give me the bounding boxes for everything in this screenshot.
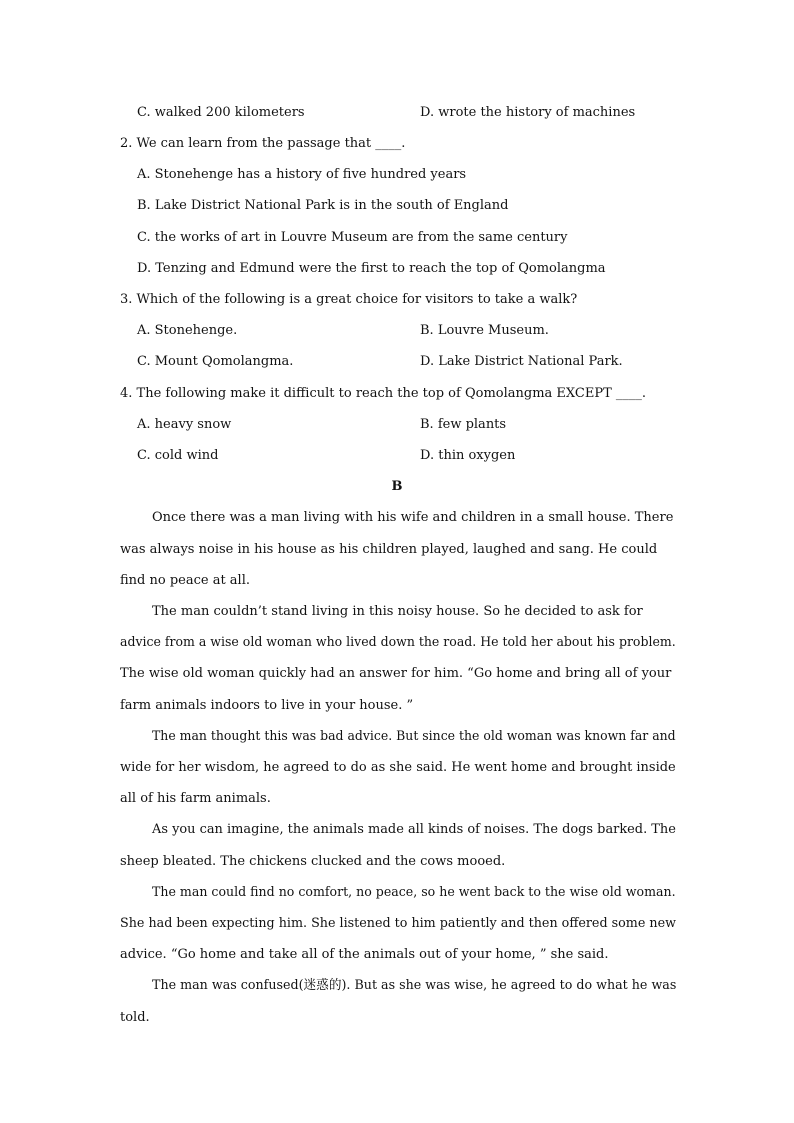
- q3-stem: 3. Which of the following is a great choice for visitors to take a walk?: [120, 292, 578, 307]
- paragraph-line: advice from a wise old woman who lived down the road. He told her about his problem.: [120, 635, 676, 650]
- paragraph-line: find no peace at all.: [120, 573, 251, 588]
- q2-option-a: A. Stonehenge has a history of five hundred years: [137, 167, 467, 182]
- paragraph-line: all of his farm animals.: [120, 791, 271, 806]
- q4-option-a: A. heavy snow: [137, 417, 232, 432]
- paragraph-line: The man could find no comfort, no peace, so he went back to the wise old woman.: [152, 885, 676, 900]
- paragraph-line: wide for her wisdom, he agreed to do as she said. He went home and brought inside: [120, 760, 676, 775]
- paragraph-line: The man was confused(迷惑的). But as she was wise, he agreed to do what he was: [152, 978, 677, 993]
- q3-option-c: C. Mount Qomolangma.: [137, 354, 294, 369]
- q1-option-c: C. walked 200 kilometers: [137, 105, 305, 120]
- q4-stem: 4. The following make it difficult to reach the top of Qomolangma EXCEPT ____.: [120, 386, 647, 401]
- q2-option-d: D. Tenzing and Edmund were the first to reach the top of Qomolangma: [137, 261, 606, 276]
- q1-option-d: D. wrote the history of machines: [420, 105, 636, 120]
- q2-option-c: C. the works of art in Louvre Museum are from the same century: [137, 230, 568, 245]
- paragraph-line: She had been expecting him. She listened to him patiently and then offered some new: [120, 916, 676, 931]
- paragraph-line: advice. “Go home and take all of the animals out of your home, ” she said.: [120, 947, 609, 962]
- paragraph-line: As you can imagine, the animals made all kinds of noises. The dogs barked. The: [152, 822, 676, 837]
- paragraph-line: sheep bleated. The chickens clucked and the cows mooed.: [120, 854, 506, 869]
- paragraph-line: The man thought this was bad advice. But since the old woman was known far and: [152, 729, 676, 744]
- section-heading: B: [391, 479, 403, 494]
- paragraph-line: farm animals indoors to live in your house. ”: [120, 698, 414, 713]
- q4-option-d: D. thin oxygen: [420, 448, 516, 463]
- paragraph-line: The man couldn’t stand living in this noisy house. So he decided to ask for: [152, 604, 643, 619]
- paragraph-line: The wise old woman quickly had an answer for him. “Go home and bring all of your: [120, 666, 672, 681]
- q4-option-b: B. few plants: [420, 417, 507, 432]
- paragraph-line: told.: [120, 1010, 150, 1025]
- q2-stem: 2. We can learn from the passage that ____.: [120, 136, 406, 151]
- paragraph-line: Once there was a man living with his wife and children in a small house. There: [152, 510, 674, 525]
- paragraph-line: was always noise in his house as his children played, laughed and sang. He could: [120, 542, 658, 557]
- q4-option-c: C. cold wind: [137, 448, 219, 463]
- q2-option-b: B. Lake District National Park is in the south of England: [137, 198, 509, 213]
- q3-option-a: A. Stonehenge.: [137, 323, 238, 338]
- q3-option-d: D. Lake District National Park.: [420, 354, 623, 369]
- q3-option-b: B. Louvre Museum.: [420, 323, 549, 338]
